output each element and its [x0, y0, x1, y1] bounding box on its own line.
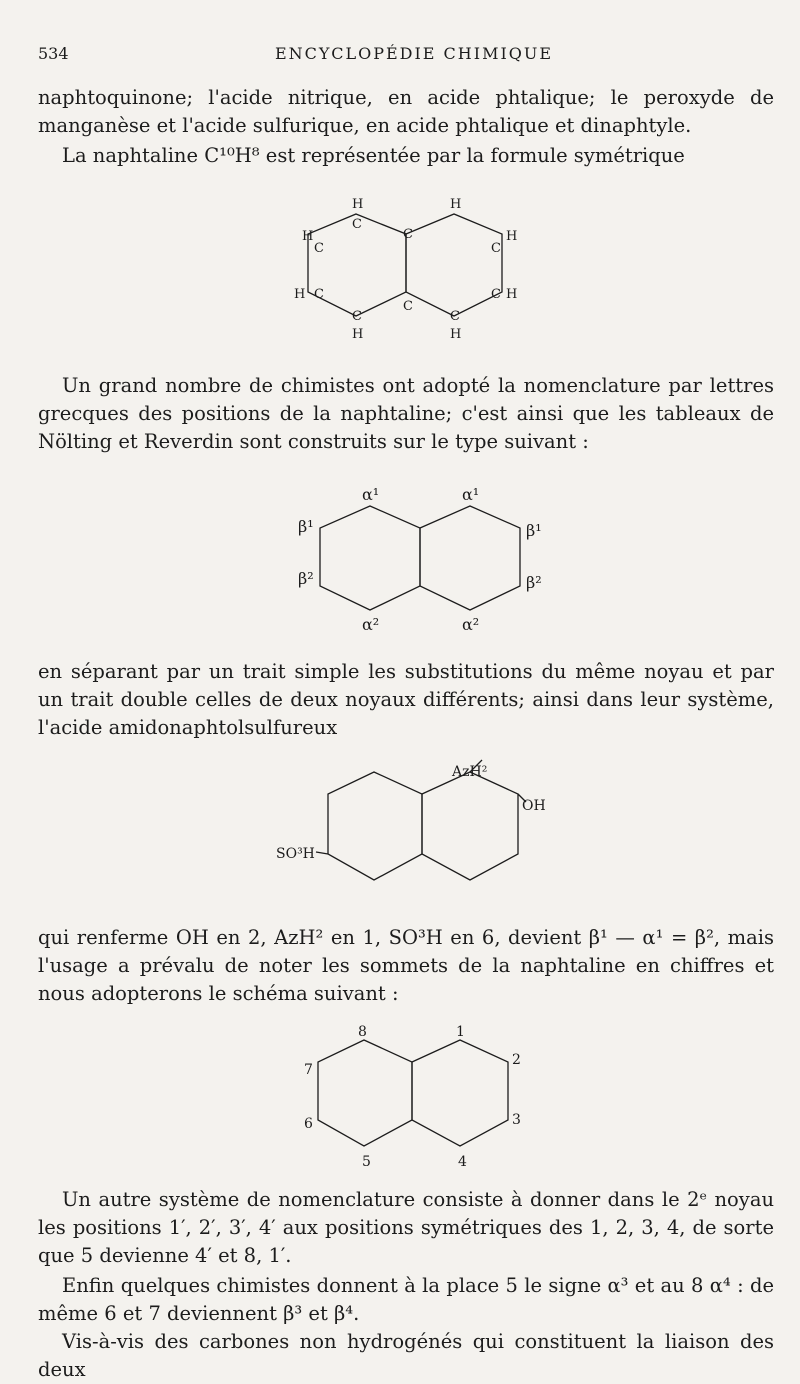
alpha2-left: α²: [362, 615, 380, 634]
c-upper-left: C: [314, 241, 324, 256]
position-3: 3: [512, 1112, 521, 1128]
h-upper-left: H: [302, 229, 314, 244]
paragraph-5: qui renferme OH en 2, AzH² en 1, SO³H en 6, devient β¹ — α¹ = β², mais l'usage a prévalu de noter les sommets de la naphtaline en chiffres et nous adopterons le schéma suivant :: [38, 926, 774, 1005]
h-lower-left: H: [294, 287, 306, 302]
h-upper-right: H: [506, 229, 518, 244]
hydroxyl-label: OH: [522, 798, 546, 814]
numbered-nomenclature-figure: [296, 1020, 536, 1180]
beta1-right: β¹: [526, 521, 542, 540]
c-lower-left: C: [314, 287, 324, 302]
beta2-right: β²: [526, 573, 542, 592]
c-bottom-left: C: [352, 309, 362, 324]
c-top-left: C: [352, 217, 362, 232]
c-upper-right: C: [491, 241, 501, 256]
c-lower-right: C: [491, 287, 501, 302]
h-bottom-right: H: [450, 327, 462, 342]
position-8: 8: [358, 1024, 367, 1040]
position-1: 1: [456, 1024, 465, 1040]
position-4: 4: [458, 1154, 467, 1170]
h-bottom-left: H: [352, 327, 364, 342]
h-lower-right: H: [506, 287, 518, 302]
page-number: 534: [38, 44, 69, 63]
paragraph-8: Vis-à-vis des carbones non hydrogénés qui constituent la liaison des deux: [38, 1330, 774, 1381]
amine-label: AzH²: [452, 764, 488, 780]
paragraph-7: Enfin quelques chimistes donnent à la place 5 le signe α³ et au 8 α⁴ : de même 6 et 7 deviennent β³ et β⁴.: [38, 1274, 774, 1325]
paragraph-6: Un autre système de nomenclature consiste à donner dans le 2ᵉ noyau les positions 1′, 2′, 3′, 4′ aux positions symétriques des 1, 2, 3, 4, de sorte que 5 devienne 4′ et 8, 1′.: [38, 1188, 774, 1267]
amidonaphtol-figure: [270, 756, 560, 906]
paragraph-3: Un grand nombre de chimistes ont adopté la nomenclature par lettres grecques des positions de la naphtaline; c'est ainsi que les tableaux de Nölting et Reverdin sont construits sur le type suivant :: [38, 374, 774, 453]
position-2: 2: [512, 1052, 521, 1068]
position-7: 7: [304, 1062, 313, 1078]
alpha1-left: α¹: [362, 485, 380, 504]
sulfo-label: SO³H: [276, 846, 315, 862]
c-bottom-right: C: [450, 309, 460, 324]
paragraph-2: La naphtaline C¹⁰H⁸ est représentée par la formule symétrique: [62, 144, 685, 167]
alpha2-right: α²: [462, 615, 480, 634]
greek-nomenclature-figure: [280, 478, 560, 640]
h-top-left: H: [352, 197, 364, 212]
h-top-right: H: [450, 197, 462, 212]
naphthalene-formula-figure: [280, 188, 540, 348]
beta2-left: β²: [298, 569, 314, 588]
paragraph-4: en séparant par un trait simple les substitutions du même noyau et par un trait double celles de deux noyaux différents; ainsi dans leur système, l'acide amidonaphtolsulfureux: [38, 660, 774, 739]
beta1-left: β¹: [298, 517, 314, 536]
c-top-mid: C: [403, 227, 413, 242]
alpha1-right: α¹: [462, 485, 480, 504]
position-5: 5: [362, 1154, 371, 1170]
paragraph-1: naphtoquinone; l'acide nitrique, en acide phtalique; le peroxyde de manganèse et l'acide sulfurique, en acide phtalique et dinaphtyle.: [38, 86, 774, 137]
position-6: 6: [304, 1116, 313, 1132]
running-title: ENCYCLOPÉDIE CHIMIQUE: [275, 44, 554, 63]
c-bottom-mid: C: [403, 299, 413, 314]
